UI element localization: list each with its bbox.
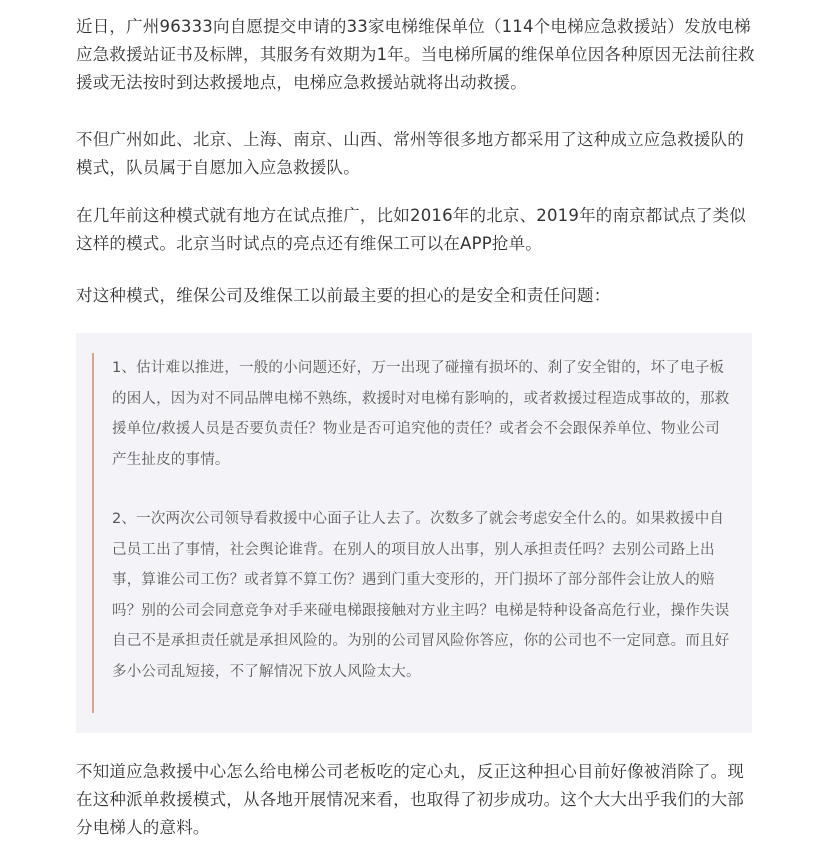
- blockquote-accent-bar: [92, 353, 94, 713]
- paragraph-conclusion: 不知道应急救援中心怎么给电梯公司老板吃的定心丸，反正这种担心目前好像被消除了。现在这种派单救援模式，从各地开展情况来看，也取得了初步成功。这个大大出乎我们的大部分电梯人的意料。: [76, 762, 744, 837]
- blockquote-concerns: [76, 333, 752, 733]
- paragraph-concerns-intro: 对这种模式，维保公司及维保工以前最主要的担心的是安全和责任问题：: [76, 286, 611, 305]
- paragraph-guangzhou-rescue-stations: 近日，广州96333向自愿提交申请的33家电梯维保单位（114个电梯应急救援站）发放电梯应急救援站证书及标牌，其服务有效期为1年。当电梯所属的维保单位因各种原因无法前往救援或无法按时到达救援地点，电梯应急救援站就将出动救援。: [76, 17, 755, 92]
- quote-paragraph-concern-2: 2、一次两次公司领导看救援中心面子让人去了。次数多了就会考虑安全什么的。如果救援中自己员工出了事情，社会舆论谁背。在别人的项目放人出事，别人承担责任吗？去别公司路上出事，算谁公司工伤？或者算不算工伤？遇到门重大变形的，开门损坏了部分部件会让放人的赔吗？别的公司会同意竞争对手来碰电梯跟接触对方业主吗？电梯是特种设备高危行业，操作失误自己不是承担责任就是承担风险的。为别的公司冒风险你答应，你的公司也不一定同意。而且好多小公司乱短接，不了解情况下放人风险太大。: [112, 511, 730, 680]
- paragraph-pilot-history: 在几年前这种模式就有地方在试点推广，比如2016年的北京、2019年的南京都试点了类似这样的模式。北京当时试点的亮点还有维保工可以在APP抢单。: [76, 206, 747, 253]
- paragraph-other-cities: 不但广州如此、北京、上海、南京、山西、常州等很多地方都采用了这种成立应急救援队的模式，队员属于自愿加入应急救援队。: [76, 130, 744, 177]
- quote-paragraph-concern-1: 1、估计难以推进，一般的小问题还好，万一出现了碰撞有损坏的、刹了安全钳的，坏了电子板的困人，因为对不同品牌电梯不熟练，救援时对电梯有影响的，或者救援过程造成事故的，那救援单位/救援人员是否要负责任？物业是否可追究他的责任？或者会不会跟保养单位、物业公司产生扯皮的事情。: [112, 360, 730, 468]
